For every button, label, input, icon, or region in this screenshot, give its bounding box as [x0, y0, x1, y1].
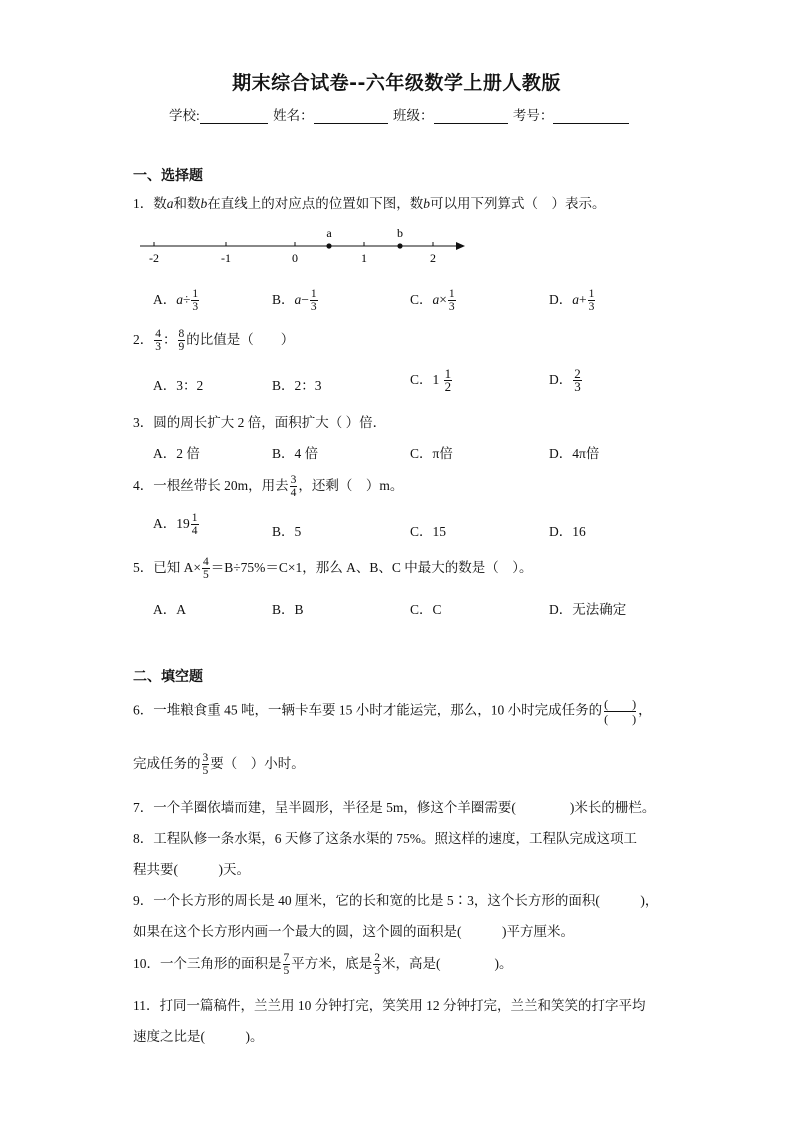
q1-number: 1．数	[133, 196, 167, 211]
fraction	[588, 288, 596, 313]
exam-no-blank[interactable]	[553, 109, 629, 124]
q2-option-c[interactable]	[410, 368, 453, 393]
numerator: 2	[574, 366, 581, 382]
denominator-blank[interactable]: ( )	[604, 712, 637, 726]
q2-option-d[interactable]	[549, 368, 583, 393]
fraction	[191, 288, 199, 313]
numerator-blank[interactable]: ( )	[604, 697, 637, 711]
question-3: 3．圆的周长扩大 2 倍，面积扩大（ ）倍．	[133, 415, 387, 430]
q2-option-b[interactable]: B．2：3	[272, 378, 322, 393]
denominator: 3	[588, 301, 595, 314]
q1-text: 可以用下列算式（ ）表示。	[430, 196, 606, 211]
q1-option-d[interactable]	[549, 288, 596, 313]
q1-option-a[interactable]	[153, 288, 200, 313]
page-title: 期末综合试卷--六年级数学上册人教版	[232, 72, 561, 94]
name-blank[interactable]	[314, 109, 388, 124]
point-b-dot	[397, 243, 402, 248]
denominator: 4	[290, 487, 297, 500]
point-a-label: a	[326, 226, 332, 240]
option-var: a	[432, 292, 440, 307]
q1-text: 和数	[173, 196, 201, 211]
fraction	[448, 288, 456, 313]
option-var: a	[572, 292, 579, 307]
fraction	[178, 328, 186, 353]
q5-option-a[interactable]: A．A	[153, 602, 186, 617]
q3-option-b[interactable]: B．4 倍	[272, 446, 319, 461]
q3-option-c[interactable]: C．π倍	[410, 446, 453, 461]
fraction	[154, 328, 162, 353]
q4-text: ，还剩（ ）m。	[298, 478, 404, 493]
tick-label: 0	[292, 251, 298, 265]
option-label: B．	[272, 292, 295, 307]
q1-option-c[interactable]	[410, 288, 457, 313]
q1-option-b[interactable]	[272, 288, 319, 313]
denominator: 3	[574, 379, 581, 395]
point-a-dot	[326, 243, 331, 248]
question-5	[133, 556, 533, 581]
denominator: 3	[155, 341, 161, 354]
q4-option-d[interactable]: D．16	[549, 524, 586, 539]
question-11-line-2: 速度之比是( )。	[133, 1029, 264, 1044]
numerator: 2	[374, 952, 380, 965]
student-info-line	[169, 104, 631, 124]
numerator: 1	[448, 288, 455, 301]
number-line-arrow	[456, 242, 465, 250]
ratio-separator: ：	[163, 332, 177, 347]
question-6-line-1	[133, 697, 652, 726]
q1-var-b: b	[423, 196, 430, 211]
numerator: 1	[191, 512, 198, 525]
question-7: 7．一个羊圈依墙而建，呈半圆形，半径是 5m，修这个羊圈需要( )米长的栅栏。	[133, 800, 656, 815]
denominator: 2	[444, 379, 452, 395]
fraction	[191, 512, 199, 537]
q4-option-c[interactable]: C．15	[410, 524, 447, 539]
tick-label: -2	[149, 251, 159, 265]
question-8-line-2: 程共要( )天。	[133, 862, 250, 877]
tick-label: 2	[430, 251, 436, 265]
q4-option-a[interactable]	[153, 512, 200, 537]
option-label: A．	[153, 292, 177, 307]
question-9-line-2: 如果在这个长方形内画一个最大的圆，这个圆的面积是( )平方厘米。	[133, 924, 574, 939]
option-operator: ÷	[183, 292, 191, 307]
school-label: 学校:	[169, 108, 200, 123]
q2-text: 的比值是（ ）	[186, 332, 295, 347]
class-blank[interactable]	[434, 109, 508, 124]
fraction	[573, 368, 582, 393]
q6-text: 要（ ）小时。	[210, 756, 305, 771]
question-6-line-2	[133, 752, 305, 777]
point-b-label: b	[397, 226, 403, 240]
q5-option-c[interactable]: C．C	[410, 602, 442, 617]
question-10	[133, 952, 513, 977]
option-label: D．	[549, 372, 573, 387]
denominator: 5	[202, 765, 209, 778]
question-1	[133, 192, 606, 212]
numerator: 1	[444, 366, 452, 382]
denominator: 4	[191, 525, 198, 538]
section-heading-choice: 一、选择题	[133, 168, 203, 184]
q5-option-d[interactable]: D．无法确定	[549, 602, 627, 617]
q6-text: 完成任务的	[133, 756, 201, 771]
numerator: 4	[155, 328, 161, 341]
q10-text: 平方米，底是	[291, 956, 373, 971]
question-8-line-1: 8．工程队修一条水渠，6 天修了这条水渠的 75%。照这样的速度，工程队完成这项工	[133, 831, 637, 846]
tick-label: 1	[361, 251, 367, 265]
option-var: a	[294, 292, 302, 307]
question-11-line-1: 11．打同一篇稿件，兰兰用 10 分钟打完，笑笑用 12 分钟打完，兰兰和笑笑的打字平均	[133, 998, 646, 1013]
option-label: C．	[410, 292, 433, 307]
answer-fraction-blank[interactable]	[604, 697, 636, 726]
numerator: 1	[192, 288, 199, 301]
option-label: C．1	[410, 372, 440, 387]
denominator: 9	[178, 341, 185, 354]
q10-text: 10．一个三角形的面积是	[133, 956, 282, 971]
numerator: 3	[290, 474, 297, 487]
name-label: 姓名：	[273, 108, 314, 123]
q4-option-b[interactable]: B．5	[272, 524, 302, 539]
numerator: 3	[202, 752, 209, 765]
numerator: 4	[203, 556, 209, 569]
q1-var-a: a	[166, 196, 174, 211]
option-var: a	[176, 292, 183, 307]
q5-text: ＝B÷75%＝C×1，那么 A、B、C 中最大的数是（ ）。	[210, 560, 533, 575]
q5-text: 5．已知 A×	[133, 560, 201, 575]
q1-var-b: b	[200, 196, 208, 211]
section-heading-fill-in: 二、填空题	[133, 669, 203, 685]
fraction	[373, 952, 381, 977]
q1-text: 在直线上的对应点的位置如下图，数	[207, 196, 424, 211]
q2-option-a[interactable]: A．3：2	[153, 378, 204, 393]
school-blank[interactable]	[200, 109, 268, 124]
numerator: 1	[310, 288, 317, 301]
exam-no-label: 考号：	[512, 108, 554, 123]
question-2	[133, 328, 294, 353]
q6-text: 6．一堆粮食重 45 吨，一辆卡车要 15 小时才能运完，那么，10 小时完成任务的	[133, 702, 603, 718]
option-label: D．	[549, 292, 573, 307]
numerator: 8	[178, 328, 185, 341]
tick-label: -1	[221, 251, 231, 265]
fraction	[290, 474, 298, 499]
option-operator: −	[301, 292, 309, 307]
q5-option-b[interactable]: B．B	[272, 602, 304, 617]
question-9-line-1: 9．一个长方形的周长是 40 厘米，它的长和宽的比是 5∶3，这个长方形的面积( )，	[133, 893, 659, 908]
class-label: 班级：	[393, 108, 434, 123]
denominator: 3	[448, 301, 455, 314]
q2-number: 2．	[133, 332, 154, 347]
denominator: 3	[374, 965, 380, 978]
fraction	[444, 368, 453, 393]
fraction	[310, 288, 318, 313]
fraction	[202, 556, 210, 581]
option-operator: ×	[439, 292, 447, 307]
q10-text: 米，高是( )。	[382, 956, 513, 971]
q4-text: 4．一根丝带长 20m，用去	[133, 478, 289, 493]
denominator: 3	[310, 301, 317, 314]
denominator: 5	[203, 569, 209, 582]
option-operator: +	[579, 292, 587, 307]
denominator: 3	[192, 301, 199, 314]
denominator: 5	[283, 965, 290, 978]
fraction	[283, 952, 291, 977]
numerator: 1	[588, 288, 595, 301]
fraction	[202, 752, 210, 777]
q6-text: ，	[638, 702, 652, 718]
number-line	[135, 222, 475, 268]
question-4	[133, 474, 403, 499]
q3-option-d[interactable]: D．4π倍	[549, 446, 600, 461]
option-label: A．19	[153, 516, 190, 531]
q3-option-a[interactable]: A．2 倍	[153, 446, 200, 461]
numerator: 7	[283, 952, 290, 965]
